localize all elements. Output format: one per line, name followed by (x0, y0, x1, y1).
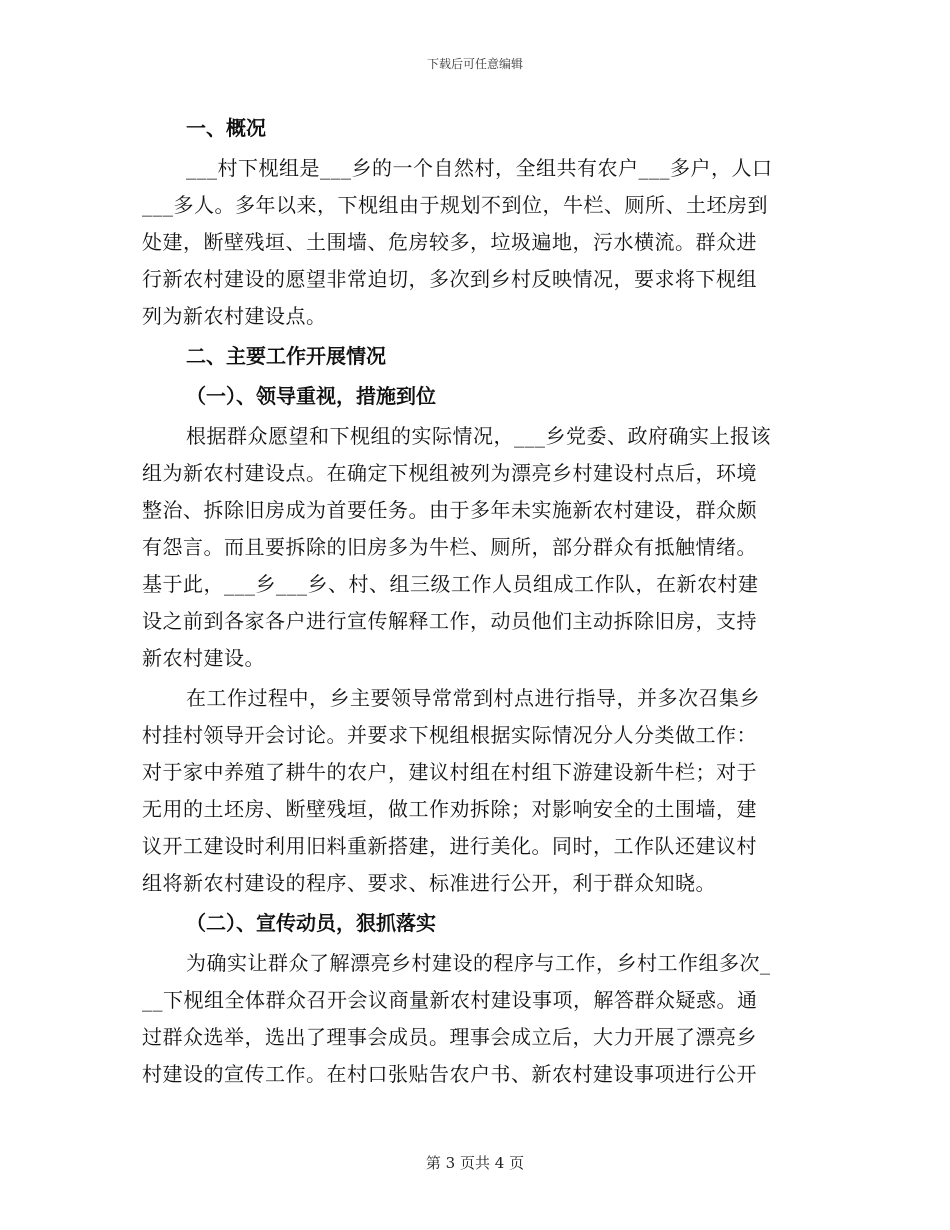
text-line: 村建设的宣传工作。在村口张贴告农户书、新农村建设事项进行公开 (142, 1062, 757, 1086)
text-line: 新农村建设。 (142, 646, 265, 670)
text-line: ___村下枧组是___乡的一个自然村，全组共有农户___多户，人口 (186, 156, 773, 180)
text-line: 基于此，___乡___乡、村、组三级工作人员组成工作队，在新农村建 (142, 572, 759, 596)
paragraph-work-process (142, 680, 806, 902)
text-line: 村挂村领导开会讨论。并要求下枧组根据实际情况分人分类做工作： (142, 723, 757, 747)
paragraph-leadership (142, 418, 806, 677)
text-line: ___多人。多年以来，下枧组由于规划不到位，牛栏、厕所、土坯房到 (142, 193, 768, 217)
text-line: 过群众选举，选出了理事会成员。理事会成立后，大力开展了漂亮乡 (142, 1025, 757, 1049)
text-line: 组将新农村建设的程序、要求、标准进行公开，利于群众知晓。 (142, 871, 716, 895)
text-line: 设之前到各家各户进行宣传解释工作，动员他们主动拆除旧房，支持 (142, 609, 757, 633)
header-note: 下载后可任意编辑 (426, 57, 523, 71)
page-number-footer: 第 3 页共 4 页 (425, 1154, 525, 1172)
text-line: __下枧组全体群众召开会议商量新农村建设事项，解答群众疑惑。通 (142, 988, 758, 1012)
text-line: 组为新农村建设点。在确定下枧组被列为漂亮乡村建设村点后，环境 (142, 461, 757, 485)
text-line: 为确实让群众了解漂亮乡村建设的程序与工作，乡村工作组多次_ (186, 951, 771, 975)
subheading-leadership: （一）、领导重视，措施到位 (186, 384, 436, 408)
text-line: 议开工建设时利用旧料重新搭建，进行美化。同时，工作队还建议村 (142, 834, 757, 858)
subheading-publicity: （二）、宣传动员，狠抓落实 (186, 911, 436, 935)
paragraph-publicity (142, 945, 806, 1093)
section-heading-main-work: 二、主要工作开展情况 (186, 344, 386, 368)
text-line: 有怨言。而且要拆除的旧房多为牛栏、厕所，部分群众有抵触情绪。 (142, 535, 757, 559)
text-line: 在工作过程中，乡主要领导常常到村点进行指导，并多次召集乡 (186, 686, 760, 710)
document-body (142, 110, 806, 1096)
text-line: 无用的土坯房、断壁残垣，做工作劝拆除；对影响安全的土围墙，建 (142, 797, 757, 821)
text-line: 根据群众愿望和下枧组的实际情况，___乡党委、政府确实上报该 (186, 424, 771, 448)
paragraph-overview (142, 150, 806, 335)
text-line: 行新农村建设的愿望非常迫切，多次到乡村反映情况，要求将下枧组 (142, 267, 757, 291)
text-line: 处建，断壁残垣、土围墙、危房较多，垃圾遍地，污水横流。群众进 (142, 230, 757, 254)
section-heading-overview: 一、概况 (186, 116, 266, 140)
text-line: 列为新农村建设点。 (142, 304, 327, 328)
text-line: 对于家中养殖了耕牛的农户，建议村组在村组下游建设新牛栏；对于 (142, 760, 757, 784)
text-line: 整治、拆除旧房成为首要任务。由于多年未实施新农村建设，群众颇 (142, 498, 757, 522)
